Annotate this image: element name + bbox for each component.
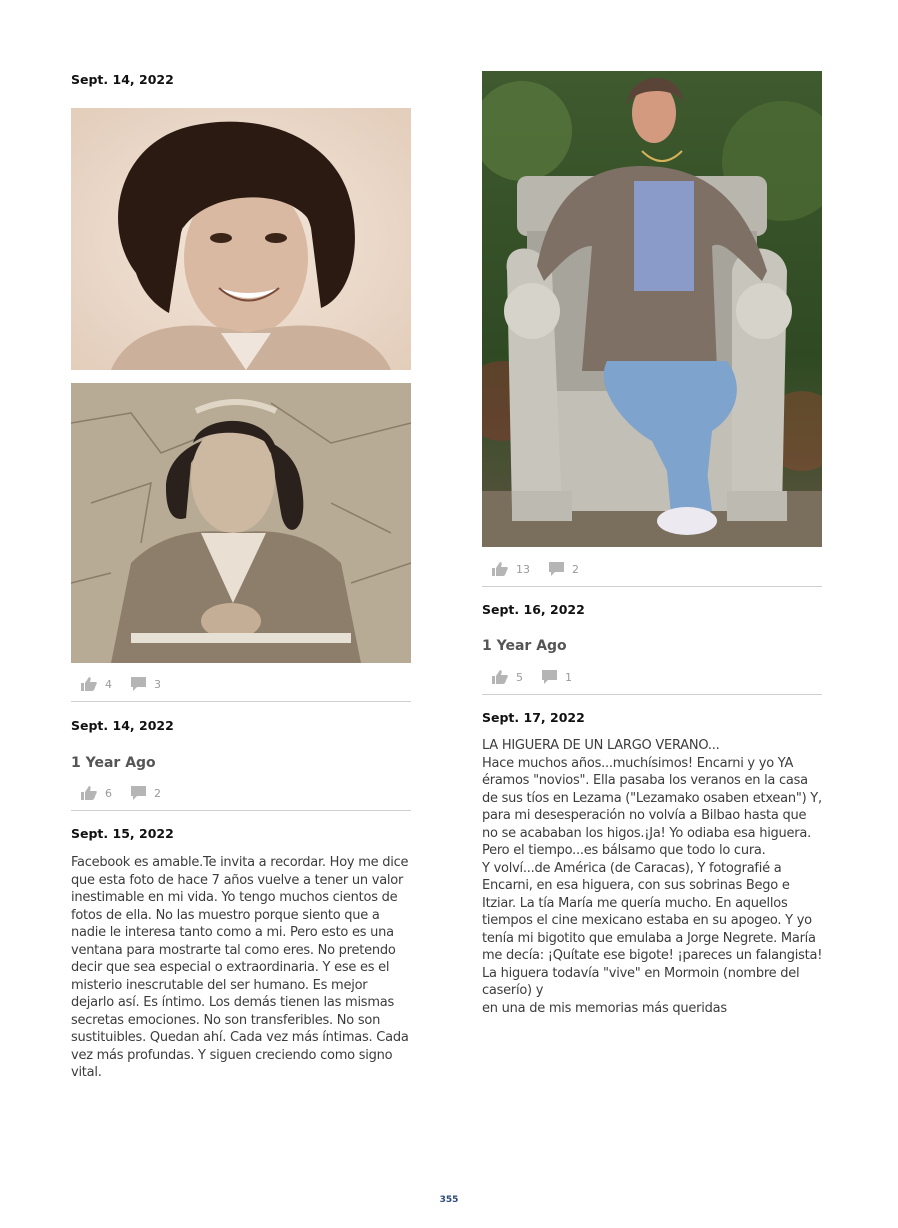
comment-icon [131, 786, 146, 800]
post-paragraph: Hace muchos años...muchísimos! Encarni y yo YA éramos "novios". Ella pasaba los veranos en la casa de sus tíos en Lezama ("Lezamako osaben etxean") Y, para mi desesperación no volvía a Bilbao hasta que no se acababan los higos.¡Ja! Yo odiaba esa higuera. Pero el tiempo...es bálsamo que todo lo cura. [482, 755, 822, 858]
like-button[interactable] [81, 675, 112, 693]
photo-image [482, 71, 822, 547]
comment-button[interactable] [131, 675, 161, 693]
like-count: 6 [105, 786, 112, 800]
post-text [482, 737, 824, 1017]
post-date: Sept. 16, 2022 [482, 602, 585, 617]
comment-count: 3 [154, 677, 161, 691]
like-button[interactable] [492, 560, 530, 578]
post-paragraph: La higuera todavía "vive" en Mormoin (nombre del caserío) y [482, 965, 800, 998]
thumbs-up-icon [492, 670, 508, 684]
post-text [71, 854, 413, 1082]
post-stats [482, 668, 822, 695]
photo-image [71, 383, 411, 663]
comment-count: 1 [565, 670, 572, 684]
post-stats [482, 560, 822, 587]
post-date: Sept. 14, 2022 [71, 72, 174, 87]
like-count: 5 [516, 670, 523, 684]
comment-icon [131, 677, 146, 691]
comment-count: 2 [572, 562, 579, 576]
like-button[interactable] [492, 668, 523, 686]
comment-icon [542, 670, 557, 684]
post-date: Sept. 17, 2022 [482, 710, 585, 725]
post-date: Sept. 15, 2022 [71, 826, 174, 841]
post-date: Sept. 14, 2022 [71, 718, 174, 733]
like-button[interactable] [81, 784, 112, 802]
like-count: 13 [516, 562, 530, 576]
post-time-ago: 1 Year Ago [482, 638, 567, 654]
post-paragraph: Y volví...de América (de Caracas), Y fotografié a Encarni, en esa higuera, con sus sobrinas Bego e Itziar. La tía María me quería mucho. En aquellos tiempos el cine mexicano estaba en su apogeo. Y yo tenía mi bigotito que emulaba a Jorge Negrete. María me decía: ¡Quítate ese bigote! ¡pareces un falangista! [482, 860, 823, 963]
photo-woman-on-stone-throne[interactable] [482, 71, 822, 547]
photo-portrait-girl-smiling[interactable] [71, 108, 411, 370]
post-paragraph: LA HIGUERA DE UN LARGO VERANO... [482, 738, 720, 753]
post-time-ago: 1 Year Ago [71, 755, 156, 771]
photo-image [71, 108, 411, 370]
post-stats [71, 675, 411, 702]
like-count: 4 [105, 677, 112, 691]
thumbs-up-icon [81, 677, 97, 691]
comment-button[interactable] [542, 668, 572, 686]
thumbs-up-icon [81, 786, 97, 800]
thumbs-up-icon [492, 562, 508, 576]
comment-count: 2 [154, 786, 161, 800]
post-paragraph: Facebook es amable.Te invita a recordar. Hoy me dice que esta foto de hace 7 años vuelve a tener un valor inestimable en mi vida. Yo tengo muchos cientos de fotos de ella. No las muestro porque siento que a nadie le interesa tanto como a mi. Pero esto es una ventana para mostrarte tal como eres. No pretendo decir que sea especial o extraordinaria. Y ese es el misterio inescrutable del ser humano. Es mejor dejarlo así. Es íntimo. Los demás tienen las mismas secretas emociones. No son transferibles. No son sustituibles. Quedan ahí. Cada vez más íntimas. Cada vez más profundas. Y siguen creciendo como signo vital. [71, 855, 409, 1080]
comment-button[interactable] [131, 784, 161, 802]
post-paragraph: en una de mis memorias más queridas [482, 1000, 727, 1016]
post-stats [71, 784, 411, 811]
page-number: 355 [439, 1195, 459, 1205]
photo-portrait-girl-hairband[interactable] [71, 383, 411, 663]
comment-icon [549, 562, 564, 576]
comment-button[interactable] [549, 560, 579, 578]
